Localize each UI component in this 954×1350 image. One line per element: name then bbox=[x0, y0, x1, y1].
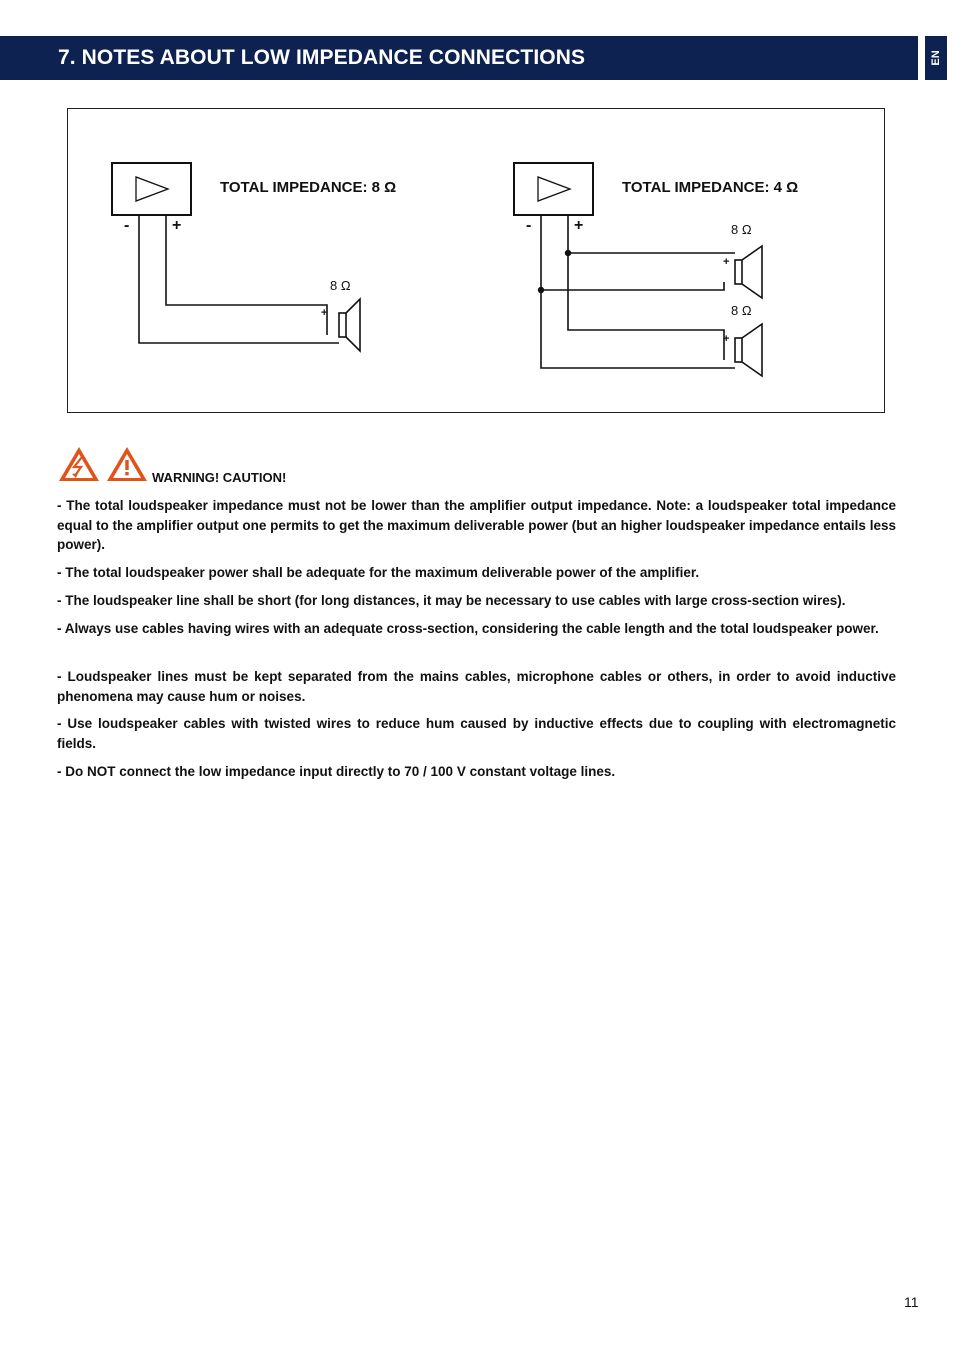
exclamation-warning-icon bbox=[105, 445, 149, 483]
right-total-impedance-label: TOTAL IMPEDANCE: 4 Ω bbox=[622, 179, 799, 196]
speaker-1-body bbox=[735, 260, 742, 284]
language-label: EN bbox=[930, 50, 942, 66]
left-speaker-plus: + bbox=[321, 307, 328, 319]
note-paragraph: - Use loudspeaker cables with twisted wires to reduce hum caused by inductive effects due to coupling with electromagnetic fields. bbox=[57, 716, 896, 751]
left-speaker-impedance: 8 Ω bbox=[330, 278, 351, 293]
speaker-2-impedance: 8 Ω bbox=[731, 303, 752, 318]
speaker-2-cone bbox=[742, 324, 762, 376]
amplifier-box-left bbox=[112, 163, 191, 215]
speaker-left-body bbox=[339, 313, 346, 337]
electric-hazard-icon bbox=[57, 445, 101, 483]
section-header bbox=[0, 36, 918, 80]
right-plus-terminal: + bbox=[574, 217, 584, 234]
note-paragraph: - The total loudspeaker impedance must not be lower than the amplifier output impedance. Note: a loudspeaker total impedance equal to the amplifier output one permits to get the maximum deliverable power (but an higher loudspeaker impedance entails less power). bbox=[57, 498, 896, 552]
note-paragraph: - Always use cables having wires with an adequate cross-section, considering the cable length and the total loudspeaker power. bbox=[57, 621, 879, 636]
note-paragraph: - The loudspeaker line shall be short (for long distances, it may be necessary to use cables with large cross-section wires). bbox=[57, 593, 846, 608]
wire-plus-right bbox=[568, 215, 724, 360]
left-plus-terminal: + bbox=[172, 217, 182, 234]
wiring-diagram-graphic bbox=[68, 109, 886, 414]
speaker-1-impedance: 8 Ω bbox=[731, 222, 752, 237]
left-minus-terminal: - bbox=[124, 217, 130, 234]
junction-dot bbox=[565, 250, 571, 256]
note-paragraph: - Loudspeaker lines must be kept separated from the mains cables, microphone cables or others, in order to avoid inductive phenomena may cause hum or noises. bbox=[57, 669, 896, 704]
page-number: 11 bbox=[904, 1294, 919, 1310]
speaker-1-plus: + bbox=[723, 256, 730, 268]
speaker-2-plus: + bbox=[723, 333, 730, 345]
junction-dot bbox=[538, 287, 544, 293]
warning-title: WARNING! CAUTION! bbox=[152, 470, 287, 485]
wire-minus-right bbox=[541, 215, 735, 368]
wire-minus-left bbox=[139, 215, 339, 343]
wiring-diagram bbox=[67, 108, 885, 413]
note-paragraph: - The total loudspeaker power shall be adequate for the maximum deliverable power of the amplifier. bbox=[57, 565, 700, 580]
amplifier-box-right bbox=[514, 163, 593, 215]
amplifier-symbol-icon bbox=[538, 177, 570, 201]
speaker-left-cone bbox=[346, 299, 360, 351]
speaker-1-cone bbox=[742, 246, 762, 298]
wire-plus-left bbox=[166, 215, 327, 335]
language-tab bbox=[925, 36, 947, 80]
left-total-impedance-label: TOTAL IMPEDANCE: 8 Ω bbox=[220, 179, 397, 196]
section-title: 7. NOTES ABOUT LOW IMPEDANCE CONNECTIONS bbox=[58, 46, 586, 69]
right-minus-terminal: - bbox=[526, 217, 532, 234]
note-paragraph: - Do NOT connect the low impedance input directly to 70 / 100 V constant voltage lines. bbox=[57, 764, 616, 779]
amplifier-symbol-icon bbox=[136, 177, 168, 201]
speaker-2-body bbox=[735, 338, 742, 362]
